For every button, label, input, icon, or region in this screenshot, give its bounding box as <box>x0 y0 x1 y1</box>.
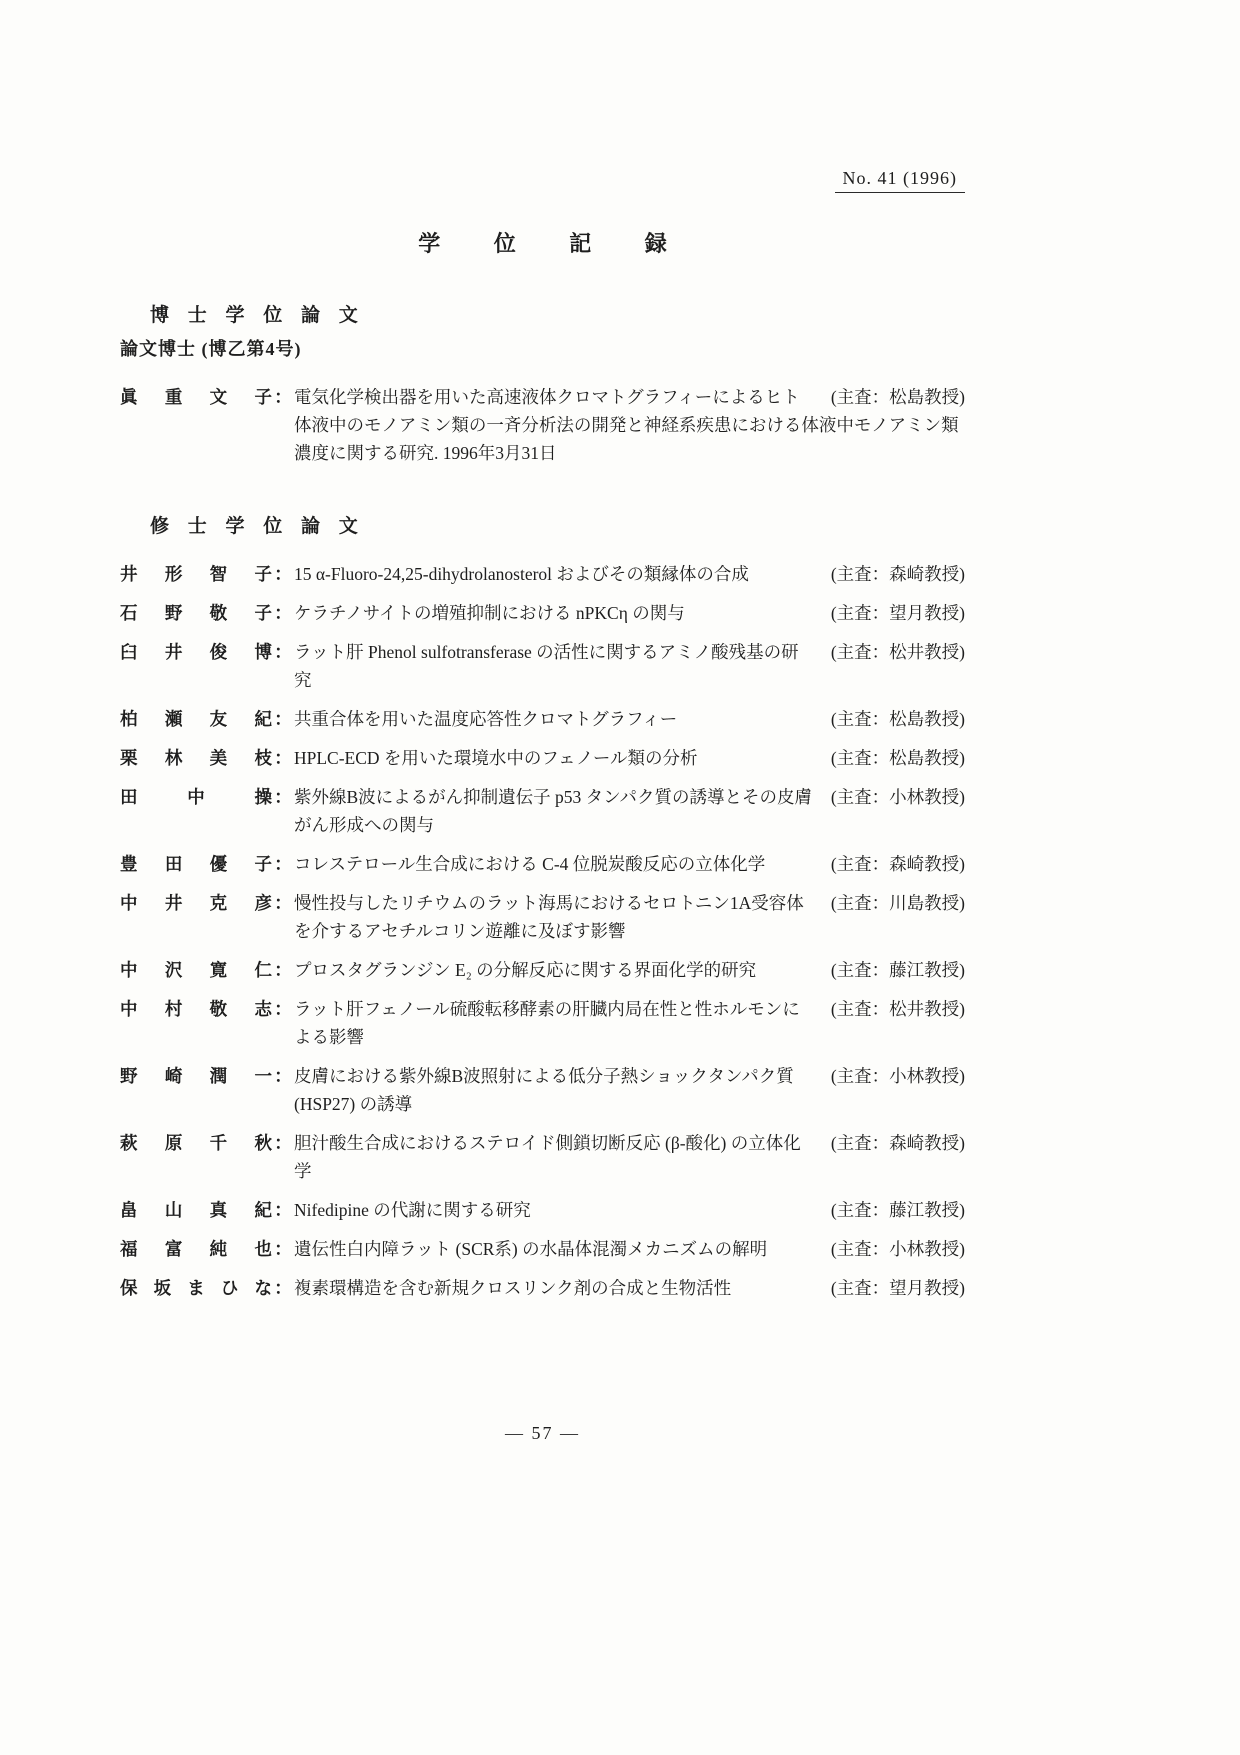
thesis-entry <box>120 383 965 467</box>
thesis-entry <box>120 995 965 1051</box>
examiner: (主査：小林教授) <box>830 787 965 807</box>
thesis-title: プロスタグランジン E₂ の分解反応に関する界面化学的研究 <box>294 960 757 980</box>
name-separator: ： <box>274 999 292 1019</box>
thesis-entry <box>120 560 965 588</box>
doctoral-subheading: 論文博士 (博乙第4号) <box>120 339 302 359</box>
name-separator: ： <box>274 709 292 729</box>
thesis-title: コレステロール生合成における C-4 位脱炭酸反応の立体化学 <box>294 854 766 874</box>
examiner: (主査：藤江教授) <box>830 960 965 980</box>
doctoral-section-heading: 博 士 学 位 論 文 <box>150 305 365 326</box>
master-section-heading: 修 士 学 位 論 文 <box>150 516 365 537</box>
thesis-body <box>294 889 965 945</box>
thesis-entry <box>120 705 965 733</box>
examiner: (主査：松井教授) <box>830 999 965 1019</box>
author-name: 中 沢 寛 仁 <box>120 960 272 980</box>
thesis-body <box>294 1129 965 1185</box>
thesis-title: ラット肝フェノール硫酸転移酵素の肝臓内局在性と性ホルモンによる影響 <box>294 999 800 1047</box>
doctoral-section <box>120 300 965 467</box>
thesis-body <box>294 560 965 588</box>
thesis-entry <box>120 850 965 878</box>
author-name: 井 形 智 子 <box>120 564 272 584</box>
thesis-entry <box>120 1274 965 1302</box>
name-separator: ： <box>274 1133 292 1153</box>
name-separator: ： <box>274 1278 292 1298</box>
thesis-title: 皮膚における紫外線B波照射による低分子熱ショックタンパク質 (HSP27) の誘導 <box>294 1066 794 1114</box>
thesis-title: ラット肝 Phenol sulfotransferase の活性に関するアミノ酸残基の研究 <box>294 642 799 690</box>
name-separator: ： <box>274 564 292 584</box>
author-name: 野 崎 潤 一 <box>120 1066 272 1086</box>
author-name: 中 村 敬 志 <box>120 999 272 1019</box>
author-name: 臼 井 俊 博 <box>120 642 272 662</box>
thesis-body <box>294 705 965 733</box>
author-name: 畠 山 真 紀 <box>120 1200 272 1220</box>
thesis-title: Nifedipine の代謝に関する研究 <box>294 1200 531 1220</box>
examiner: (主査：川島教授) <box>830 893 965 913</box>
thesis-body <box>294 956 965 984</box>
page-title: 学 位 記 録 <box>418 231 691 256</box>
thesis-entry <box>120 744 965 772</box>
examiner: (主査：松島教授) <box>830 709 965 729</box>
thesis-entry <box>120 889 965 945</box>
examiner: (主査：森崎教授) <box>830 564 965 584</box>
name-separator: ： <box>274 1200 292 1220</box>
thesis-title: 胆汁酸生合成におけるステロイド側鎖切断反応 (β-酸化) の立体化学 <box>294 1133 801 1181</box>
thesis-title: ケラチノサイトの増殖抑制における nPKCη の関与 <box>294 603 685 623</box>
thesis-body <box>294 1196 965 1224</box>
thesis-body <box>294 744 965 772</box>
thesis-entry <box>120 638 965 694</box>
thesis-body <box>294 599 965 627</box>
thesis-body <box>294 850 965 878</box>
name-separator: ： <box>274 854 292 874</box>
thesis-entry <box>120 1196 965 1224</box>
thesis-title: HPLC-ECD を用いた環境水中のフェノール類の分析 <box>294 748 698 768</box>
author-name: 保 坂 ま ひ な <box>120 1278 272 1298</box>
examiner: (主査：松島教授) <box>830 387 965 407</box>
examiner: (主査：望月教授) <box>830 603 965 623</box>
thesis-entry <box>120 599 965 627</box>
name-separator: ： <box>274 1066 292 1086</box>
doc-number-row <box>120 168 965 193</box>
author-name: 福 富 純 也 <box>120 1239 272 1259</box>
thesis-entry <box>120 783 965 839</box>
thesis-title: 慢性投与したリチウムのラット海馬におけるセロトニン1A受容体を介するアセチルコリン遊離に及ぼす影響 <box>294 893 804 941</box>
name-separator: ： <box>274 748 292 768</box>
thesis-body <box>294 1235 965 1263</box>
thesis-body <box>294 783 965 839</box>
name-separator: ： <box>274 642 292 662</box>
author-name: 豊 田 優 子 <box>120 854 272 874</box>
thesis-body <box>294 1274 965 1302</box>
examiner: (主査：森崎教授) <box>830 854 965 874</box>
thesis-entry <box>120 956 965 984</box>
name-separator: ： <box>274 1239 292 1259</box>
examiner: (主査：森崎教授) <box>830 1133 965 1153</box>
thesis-title: 15 α-Fluoro-24,25-dihydrolanosterol およびその類縁体の合成 <box>294 564 749 584</box>
thesis-title: 遺伝性白内障ラット (SCR系) の水晶体混濁メカニズムの解明 <box>294 1239 768 1259</box>
name-separator: ： <box>274 603 292 623</box>
thesis-body <box>294 995 965 1051</box>
thesis-title: 共重合体を用いた温度応答性クロマトグラフィー <box>294 709 678 729</box>
thesis-entry <box>120 1235 965 1263</box>
master-section <box>120 511 965 1302</box>
master-thesis-list <box>120 560 965 1302</box>
author-name: 萩 原 千 秋 <box>120 1133 272 1153</box>
author-name: 眞 重 文 子 <box>120 387 272 407</box>
examiner: (主査：小林教授) <box>830 1239 965 1259</box>
thesis-title: 紫外線B波によるがん抑制遺伝子 p53 タンパク質の誘導とその皮膚がん形成への関与 <box>294 787 812 835</box>
doctoral-thesis-list <box>120 383 965 467</box>
thesis-body <box>294 638 965 694</box>
thesis-entry <box>120 1129 965 1185</box>
examiner: (主査：松島教授) <box>830 748 965 768</box>
author-name: 中 井 克 彦 <box>120 893 272 913</box>
author-name: 栗 林 美 枝 <box>120 748 272 768</box>
doc-number: No. 41 (1996) <box>835 168 966 193</box>
examiner: (主査：小林教授) <box>830 1066 965 1086</box>
examiner: (主査：望月教授) <box>830 1278 965 1298</box>
name-separator: ： <box>274 787 292 807</box>
page-number: — 57 — <box>505 1423 580 1443</box>
thesis-title: 電気化学検出器を用いた高速液体クロマトグラフィーによるヒト体液中のモノアミン類の一斉分析法の開発と神経系疾患における体液中モノアミン類濃度に関する研究. 1996年3月31日 <box>294 387 959 463</box>
thesis-body <box>294 383 965 467</box>
name-separator: ： <box>274 387 292 407</box>
thesis-body <box>294 1062 965 1118</box>
author-name: 田 中 操 <box>120 787 272 807</box>
author-name: 石 野 敬 子 <box>120 603 272 623</box>
thesis-entry <box>120 1062 965 1118</box>
author-name: 柏 瀬 友 紀 <box>120 709 272 729</box>
name-separator: ： <box>274 893 292 913</box>
name-separator: ： <box>274 960 292 980</box>
examiner: (主査：藤江教授) <box>830 1200 965 1220</box>
thesis-title: 複素環構造を含む新規クロスリンク剤の合成と生物活性 <box>294 1278 732 1298</box>
examiner: (主査：松井教授) <box>830 642 965 662</box>
